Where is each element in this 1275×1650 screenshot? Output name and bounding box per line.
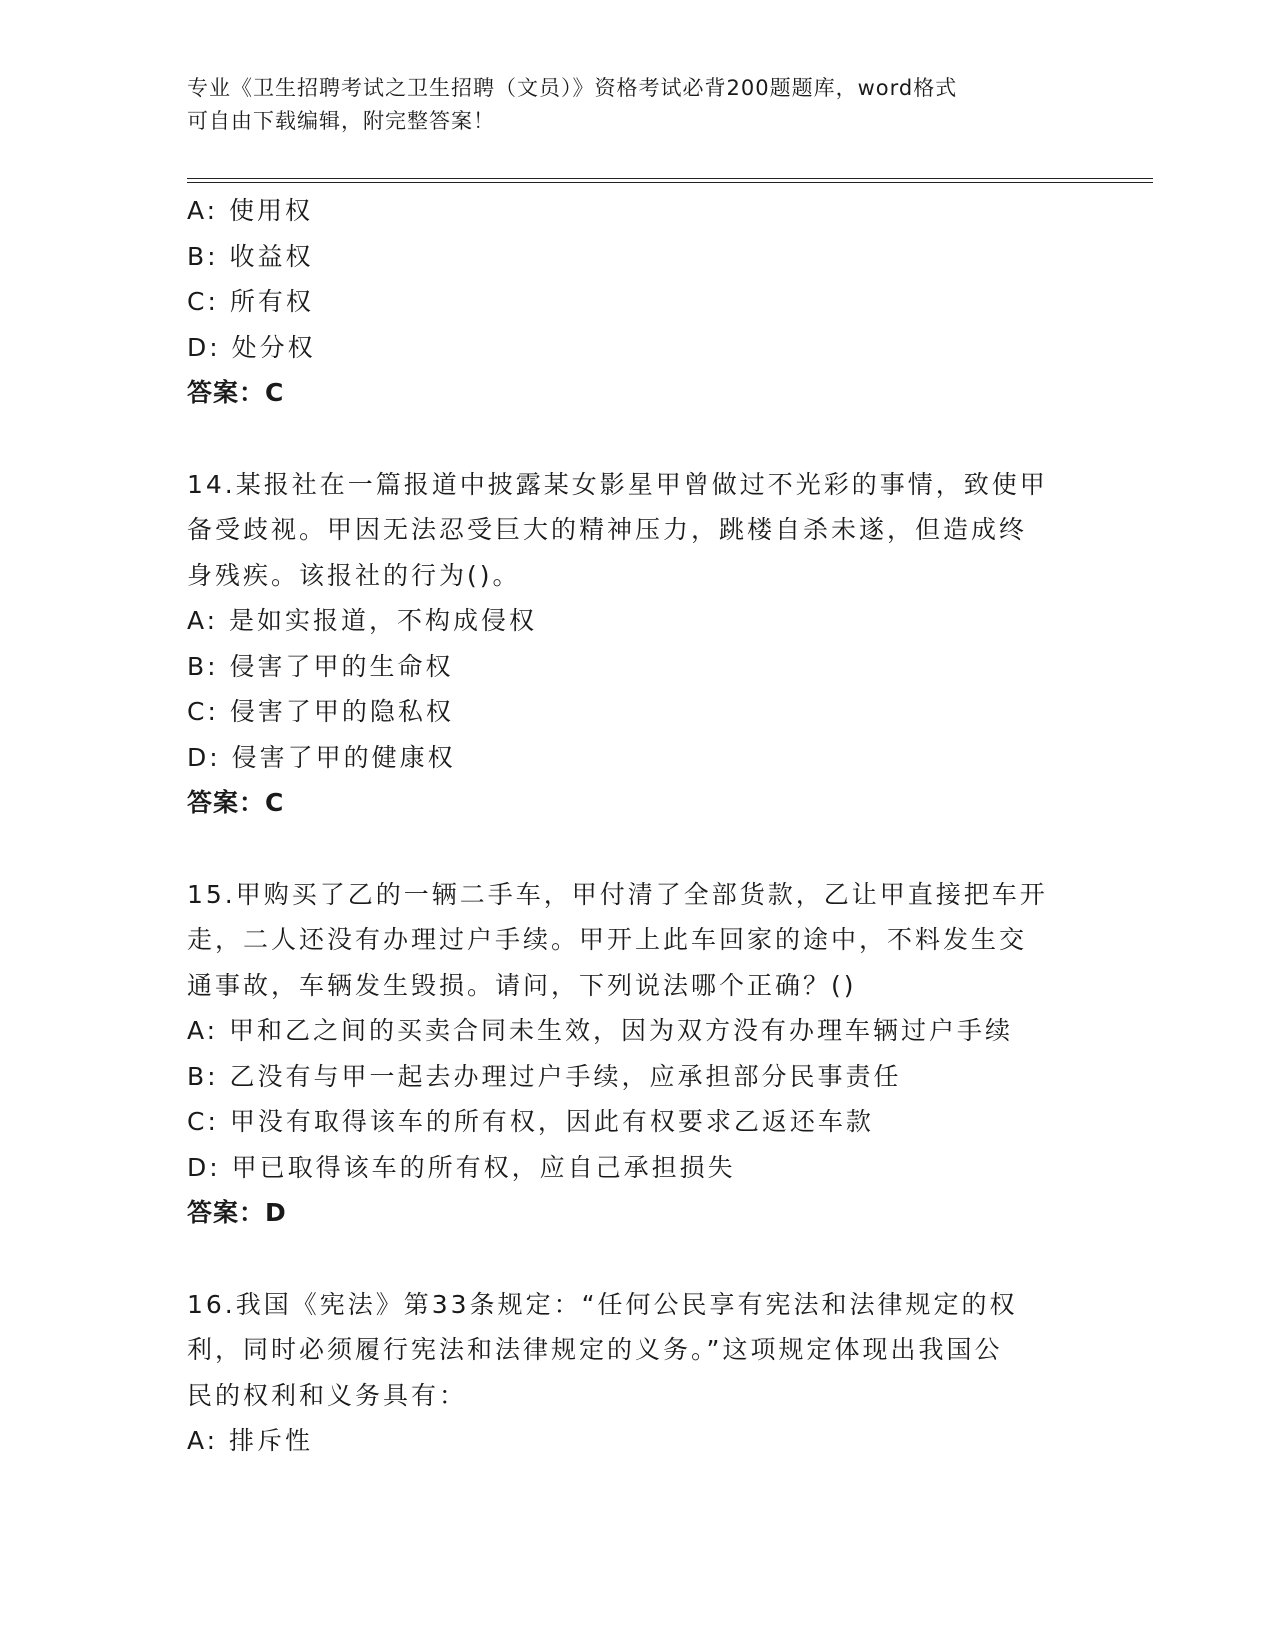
stem-line: 利，同时必须履行宪法和法律规定的义务。”这项规定体现出我国公 (187, 1335, 1003, 1364)
answer-line: 答案：C (187, 788, 285, 817)
option-d: D: 处分权 (187, 332, 316, 362)
question-16 (187, 1282, 1087, 1464)
option-d: D: 侵害了甲的健康权 (187, 742, 456, 772)
question-14 (187, 462, 1087, 826)
stem-line: 身残疾。该报社的行为()。 (187, 560, 521, 590)
option-d: D: 甲已取得该车的所有权，应自己承担损失 (187, 1152, 736, 1182)
option-b: B: 侵害了甲的生命权 (187, 651, 454, 681)
stem-line: 14.某报社在一篇报道中披露某女影星甲曾做过不光彩的事情，致使甲 (187, 469, 1048, 499)
option-c: C: 所有权 (187, 287, 314, 316)
option-b: B: 收益权 (187, 241, 314, 271)
document-header (187, 72, 1087, 138)
stem-line: 通事故，车辆发生毁损。请问，下列说法哪个正确？() (187, 970, 857, 1000)
stem-line: 走，二人还没有办理过户手续。甲开上此车回家的途中，不料发生交 (187, 925, 1028, 954)
header-divider (187, 178, 1153, 183)
option-a: A: 使用权 (187, 196, 314, 225)
option-a: A: 甲和乙之间的买卖合同未生效，因为双方没有办理车辆过户手续 (187, 1016, 1014, 1045)
stem-line: 15.甲购买了乙的一辆二手车，甲付清了全部货款，乙让甲直接把车开 (187, 879, 1048, 909)
question-13-continued (187, 188, 1087, 416)
option-a: A: 是如实报道，不构成侵权 (187, 606, 538, 635)
option-c: C: 甲没有取得该车的所有权，因此有权要求乙返还车款 (187, 1107, 874, 1136)
answer-line: 答案：C (187, 378, 285, 407)
header-line-2: 可自由下载编辑，附完整答案！ (187, 109, 495, 133)
option-b: B: 乙没有与甲一起去办理过户手续，应承担部分民事责任 (187, 1061, 902, 1091)
stem-line: 16.我国《宪法》第33条规定：“任何公民享有宪法和法律规定的权 (187, 1289, 1018, 1319)
header-line-1: 专业《卫生招聘考试之卫生招聘（文员）》资格考试必背200题题库，word格式 (187, 76, 958, 100)
question-15 (187, 872, 1087, 1236)
question-stem (187, 1282, 1077, 1419)
question-stem (187, 462, 1077, 599)
option-a: A: 排斥性 (187, 1426, 314, 1455)
stem-line: 备受歧视。甲因无法忍受巨大的精神压力，跳楼自杀未遂，但造成终 (187, 515, 1028, 544)
stem-line: 民的权利和义务具有： (187, 1380, 468, 1410)
option-c: C: 侵害了甲的隐私权 (187, 697, 454, 726)
question-stem (187, 872, 1077, 1009)
answer-line: 答案：D (187, 1198, 287, 1227)
question-list (187, 188, 1087, 1464)
